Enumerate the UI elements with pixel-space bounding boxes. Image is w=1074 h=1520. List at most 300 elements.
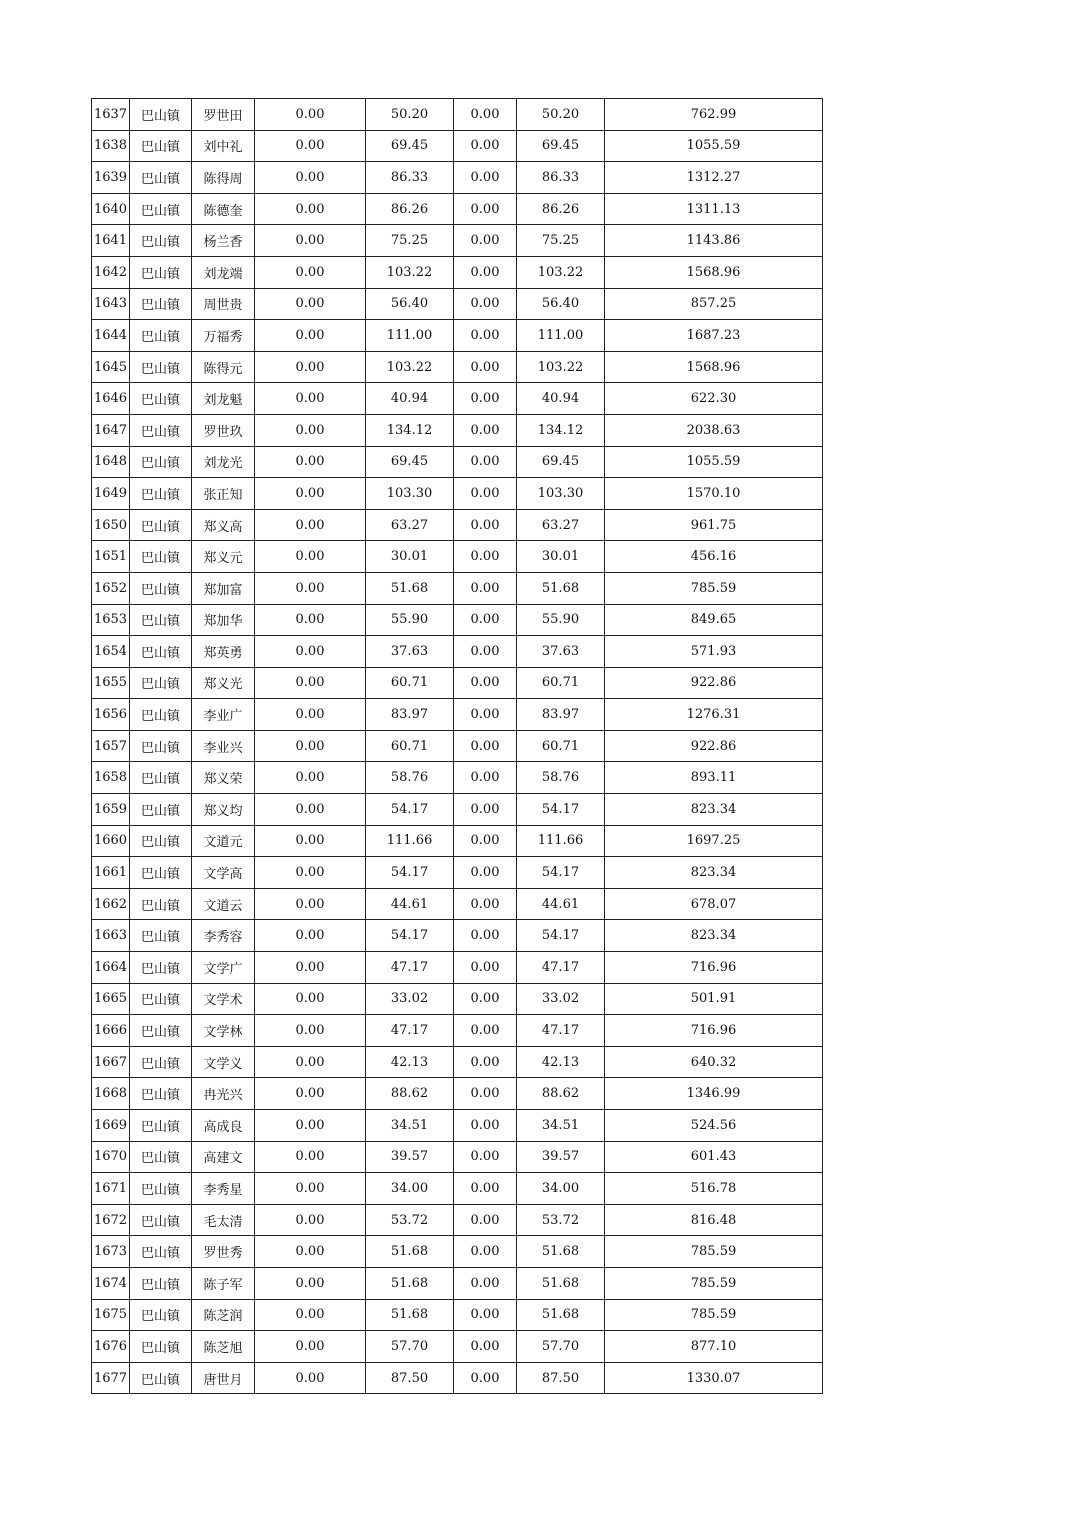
amount-cell: 857.25 [605, 288, 823, 320]
town-cell: 巴山镇 [130, 1141, 192, 1173]
value-d-cell: 134.12 [517, 414, 605, 446]
town-cell: 巴山镇 [130, 667, 192, 699]
amount-cell: 922.86 [605, 667, 823, 699]
amount-cell: 1697.25 [605, 825, 823, 857]
value-b-cell: 103.22 [366, 256, 454, 288]
table-row [92, 1078, 823, 1110]
amount-cell: 922.86 [605, 730, 823, 762]
value-d-cell: 54.17 [517, 794, 605, 826]
table-row [92, 572, 823, 604]
data-table [91, 98, 823, 1394]
value-b-cell: 86.26 [366, 193, 454, 225]
value-a-cell: 0.00 [255, 1236, 366, 1268]
value-a-cell: 0.00 [255, 1141, 366, 1173]
value-d-cell: 86.26 [517, 193, 605, 225]
row-number-cell: 1656 [92, 699, 130, 731]
amount-cell: 1312.27 [605, 162, 823, 194]
name-cell: 郑义光 [192, 667, 255, 699]
town-cell: 巴山镇 [130, 541, 192, 573]
value-c-cell: 0.00 [454, 541, 517, 573]
value-d-cell: 40.94 [517, 383, 605, 415]
value-b-cell: 57.70 [366, 1331, 454, 1363]
table-row [92, 636, 823, 668]
value-b-cell: 51.68 [366, 1267, 454, 1299]
value-d-cell: 44.61 [517, 888, 605, 920]
row-number-cell: 1645 [92, 351, 130, 383]
value-c-cell: 0.00 [454, 1173, 517, 1205]
table-row [92, 414, 823, 446]
value-b-cell: 44.61 [366, 888, 454, 920]
value-c-cell: 0.00 [454, 509, 517, 541]
value-b-cell: 134.12 [366, 414, 454, 446]
amount-cell: 1687.23 [605, 320, 823, 352]
name-cell: 刘龙端 [192, 256, 255, 288]
name-cell: 文学义 [192, 1046, 255, 1078]
table-row [92, 604, 823, 636]
table-row [92, 857, 823, 889]
town-cell: 巴山镇 [130, 636, 192, 668]
value-d-cell: 111.66 [517, 825, 605, 857]
value-b-cell: 111.00 [366, 320, 454, 352]
name-cell: 刘中礼 [192, 130, 255, 162]
row-number-cell: 1668 [92, 1078, 130, 1110]
value-d-cell: 47.17 [517, 952, 605, 984]
value-c-cell: 0.00 [454, 1015, 517, 1047]
value-c-cell: 0.00 [454, 1299, 517, 1331]
table-row [92, 667, 823, 699]
town-cell: 巴山镇 [130, 288, 192, 320]
value-b-cell: 51.68 [366, 1299, 454, 1331]
table-row [92, 288, 823, 320]
amount-cell: 816.48 [605, 1204, 823, 1236]
value-c-cell: 0.00 [454, 99, 517, 131]
row-number-cell: 1653 [92, 604, 130, 636]
value-c-cell: 0.00 [454, 130, 517, 162]
amount-cell: 785.59 [605, 1299, 823, 1331]
row-number-cell: 1647 [92, 414, 130, 446]
town-cell: 巴山镇 [130, 825, 192, 857]
town-cell: 巴山镇 [130, 730, 192, 762]
town-cell: 巴山镇 [130, 130, 192, 162]
town-cell: 巴山镇 [130, 1362, 192, 1394]
table-row [92, 1173, 823, 1205]
value-c-cell: 0.00 [454, 888, 517, 920]
name-cell: 李秀容 [192, 920, 255, 952]
table-row [92, 383, 823, 415]
value-a-cell: 0.00 [255, 1015, 366, 1047]
value-c-cell: 0.00 [454, 604, 517, 636]
table-row [92, 541, 823, 573]
amount-cell: 1570.10 [605, 478, 823, 510]
value-d-cell: 30.01 [517, 541, 605, 573]
value-a-cell: 0.00 [255, 193, 366, 225]
amount-cell: 716.96 [605, 1015, 823, 1047]
table-row [92, 794, 823, 826]
town-cell: 巴山镇 [130, 478, 192, 510]
value-c-cell: 0.00 [454, 1267, 517, 1299]
row-number-cell: 1646 [92, 383, 130, 415]
row-number-cell: 1638 [92, 130, 130, 162]
table-row [92, 193, 823, 225]
value-a-cell: 0.00 [255, 636, 366, 668]
value-c-cell: 0.00 [454, 667, 517, 699]
value-c-cell: 0.00 [454, 636, 517, 668]
value-c-cell: 0.00 [454, 825, 517, 857]
row-number-cell: 1641 [92, 225, 130, 257]
amount-cell: 716.96 [605, 952, 823, 984]
row-number-cell: 1652 [92, 572, 130, 604]
town-cell: 巴山镇 [130, 1236, 192, 1268]
amount-cell: 1143.86 [605, 225, 823, 257]
town-cell: 巴山镇 [130, 320, 192, 352]
town-cell: 巴山镇 [130, 1078, 192, 1110]
value-b-cell: 87.50 [366, 1362, 454, 1394]
value-b-cell: 69.45 [366, 130, 454, 162]
row-number-cell: 1648 [92, 446, 130, 478]
value-b-cell: 42.13 [366, 1046, 454, 1078]
row-number-cell: 1654 [92, 636, 130, 668]
value-a-cell: 0.00 [255, 509, 366, 541]
town-cell: 巴山镇 [130, 414, 192, 446]
amount-cell: 762.99 [605, 99, 823, 131]
value-a-cell: 0.00 [255, 446, 366, 478]
value-d-cell: 47.17 [517, 1015, 605, 1047]
value-b-cell: 88.62 [366, 1078, 454, 1110]
row-number-cell: 1639 [92, 162, 130, 194]
row-number-cell: 1642 [92, 256, 130, 288]
amount-cell: 823.34 [605, 857, 823, 889]
town-cell: 巴山镇 [130, 509, 192, 541]
value-c-cell: 0.00 [454, 1331, 517, 1363]
value-d-cell: 58.76 [517, 762, 605, 794]
value-c-cell: 0.00 [454, 351, 517, 383]
value-d-cell: 103.22 [517, 351, 605, 383]
value-c-cell: 0.00 [454, 699, 517, 731]
value-a-cell: 0.00 [255, 478, 366, 510]
value-a-cell: 0.00 [255, 572, 366, 604]
value-a-cell: 0.00 [255, 162, 366, 194]
row-number-cell: 1655 [92, 667, 130, 699]
amount-cell: 622.30 [605, 383, 823, 415]
value-a-cell: 0.00 [255, 225, 366, 257]
town-cell: 巴山镇 [130, 952, 192, 984]
value-c-cell: 0.00 [454, 920, 517, 952]
amount-cell: 678.07 [605, 888, 823, 920]
town-cell: 巴山镇 [130, 446, 192, 478]
town-cell: 巴山镇 [130, 1204, 192, 1236]
row-number-cell: 1673 [92, 1236, 130, 1268]
value-d-cell: 87.50 [517, 1362, 605, 1394]
table-row [92, 699, 823, 731]
amount-cell: 1346.99 [605, 1078, 823, 1110]
value-d-cell: 103.22 [517, 256, 605, 288]
amount-cell: 1330.07 [605, 1362, 823, 1394]
town-cell: 巴山镇 [130, 1046, 192, 1078]
town-cell: 巴山镇 [130, 193, 192, 225]
table-row [92, 1141, 823, 1173]
amount-cell: 785.59 [605, 1267, 823, 1299]
table-row [92, 730, 823, 762]
name-cell: 罗世秀 [192, 1236, 255, 1268]
name-cell: 毛太清 [192, 1204, 255, 1236]
row-number-cell: 1670 [92, 1141, 130, 1173]
name-cell: 郑英勇 [192, 636, 255, 668]
name-cell: 刘龙魁 [192, 383, 255, 415]
value-d-cell: 54.17 [517, 857, 605, 889]
amount-cell: 456.16 [605, 541, 823, 573]
value-b-cell: 54.17 [366, 920, 454, 952]
amount-cell: 501.91 [605, 983, 823, 1015]
value-c-cell: 0.00 [454, 952, 517, 984]
amount-cell: 849.65 [605, 604, 823, 636]
value-b-cell: 33.02 [366, 983, 454, 1015]
value-d-cell: 57.70 [517, 1331, 605, 1363]
value-b-cell: 86.33 [366, 162, 454, 194]
value-d-cell: 75.25 [517, 225, 605, 257]
row-number-cell: 1663 [92, 920, 130, 952]
value-d-cell: 34.51 [517, 1110, 605, 1142]
value-b-cell: 53.72 [366, 1204, 454, 1236]
name-cell: 杨兰香 [192, 225, 255, 257]
value-a-cell: 0.00 [255, 1362, 366, 1394]
value-a-cell: 0.00 [255, 1110, 366, 1142]
name-cell: 陈芝润 [192, 1299, 255, 1331]
name-cell: 文学广 [192, 952, 255, 984]
town-cell: 巴山镇 [130, 794, 192, 826]
value-b-cell: 51.68 [366, 1236, 454, 1268]
value-a-cell: 0.00 [255, 888, 366, 920]
value-a-cell: 0.00 [255, 1331, 366, 1363]
value-b-cell: 54.17 [366, 857, 454, 889]
amount-cell: 893.11 [605, 762, 823, 794]
value-a-cell: 0.00 [255, 320, 366, 352]
value-b-cell: 30.01 [366, 541, 454, 573]
value-d-cell: 37.63 [517, 636, 605, 668]
value-b-cell: 39.57 [366, 1141, 454, 1173]
value-a-cell: 0.00 [255, 667, 366, 699]
name-cell: 陈得元 [192, 351, 255, 383]
value-c-cell: 0.00 [454, 730, 517, 762]
value-b-cell: 60.71 [366, 730, 454, 762]
row-number-cell: 1667 [92, 1046, 130, 1078]
name-cell: 陈得周 [192, 162, 255, 194]
name-cell: 万福秀 [192, 320, 255, 352]
value-d-cell: 86.33 [517, 162, 605, 194]
value-a-cell: 0.00 [255, 1204, 366, 1236]
amount-cell: 785.59 [605, 572, 823, 604]
table-row [92, 162, 823, 194]
value-a-cell: 0.00 [255, 857, 366, 889]
value-a-cell: 0.00 [255, 99, 366, 131]
name-cell: 文道云 [192, 888, 255, 920]
value-d-cell: 69.45 [517, 446, 605, 478]
value-c-cell: 0.00 [454, 1204, 517, 1236]
value-b-cell: 111.66 [366, 825, 454, 857]
name-cell: 张正知 [192, 478, 255, 510]
value-b-cell: 60.71 [366, 667, 454, 699]
name-cell: 高成良 [192, 1110, 255, 1142]
town-cell: 巴山镇 [130, 351, 192, 383]
table-row [92, 952, 823, 984]
town-cell: 巴山镇 [130, 162, 192, 194]
row-number-cell: 1671 [92, 1173, 130, 1205]
value-a-cell: 0.00 [255, 541, 366, 573]
row-number-cell: 1637 [92, 99, 130, 131]
amount-cell: 1311.13 [605, 193, 823, 225]
town-cell: 巴山镇 [130, 604, 192, 636]
value-a-cell: 0.00 [255, 1046, 366, 1078]
value-b-cell: 47.17 [366, 952, 454, 984]
town-cell: 巴山镇 [130, 383, 192, 415]
value-d-cell: 51.68 [517, 1299, 605, 1331]
name-cell: 郑义荣 [192, 762, 255, 794]
table-row [92, 1204, 823, 1236]
name-cell: 刘龙光 [192, 446, 255, 478]
value-a-cell: 0.00 [255, 383, 366, 415]
town-cell: 巴山镇 [130, 888, 192, 920]
value-c-cell: 0.00 [454, 794, 517, 826]
row-number-cell: 1658 [92, 762, 130, 794]
value-a-cell: 0.00 [255, 920, 366, 952]
value-d-cell: 54.17 [517, 920, 605, 952]
value-c-cell: 0.00 [454, 414, 517, 446]
value-c-cell: 0.00 [454, 256, 517, 288]
row-number-cell: 1674 [92, 1267, 130, 1299]
town-cell: 巴山镇 [130, 1015, 192, 1047]
town-cell: 巴山镇 [130, 225, 192, 257]
value-c-cell: 0.00 [454, 225, 517, 257]
value-c-cell: 0.00 [454, 1110, 517, 1142]
town-cell: 巴山镇 [130, 1299, 192, 1331]
value-c-cell: 0.00 [454, 1362, 517, 1394]
name-cell: 郑义元 [192, 541, 255, 573]
value-a-cell: 0.00 [255, 288, 366, 320]
name-cell: 李业广 [192, 699, 255, 731]
value-b-cell: 40.94 [366, 383, 454, 415]
value-b-cell: 34.51 [366, 1110, 454, 1142]
row-number-cell: 1677 [92, 1362, 130, 1394]
amount-cell: 1276.31 [605, 699, 823, 731]
value-c-cell: 0.00 [454, 478, 517, 510]
town-cell: 巴山镇 [130, 1110, 192, 1142]
table-row [92, 99, 823, 131]
value-d-cell: 69.45 [517, 130, 605, 162]
value-b-cell: 34.00 [366, 1173, 454, 1205]
name-cell: 冉光兴 [192, 1078, 255, 1110]
table-row [92, 983, 823, 1015]
value-c-cell: 0.00 [454, 446, 517, 478]
town-cell: 巴山镇 [130, 699, 192, 731]
name-cell: 唐世月 [192, 1362, 255, 1394]
value-d-cell: 63.27 [517, 509, 605, 541]
value-a-cell: 0.00 [255, 256, 366, 288]
name-cell: 高建文 [192, 1141, 255, 1173]
value-a-cell: 0.00 [255, 1173, 366, 1205]
amount-cell: 524.56 [605, 1110, 823, 1142]
value-b-cell: 63.27 [366, 509, 454, 541]
value-d-cell: 50.20 [517, 99, 605, 131]
value-d-cell: 33.02 [517, 983, 605, 1015]
table-row [92, 888, 823, 920]
value-b-cell: 58.76 [366, 762, 454, 794]
value-c-cell: 0.00 [454, 857, 517, 889]
name-cell: 郑义高 [192, 509, 255, 541]
value-a-cell: 0.00 [255, 1078, 366, 1110]
row-number-cell: 1662 [92, 888, 130, 920]
row-number-cell: 1659 [92, 794, 130, 826]
row-number-cell: 1665 [92, 983, 130, 1015]
value-c-cell: 0.00 [454, 983, 517, 1015]
value-a-cell: 0.00 [255, 794, 366, 826]
value-a-cell: 0.00 [255, 604, 366, 636]
row-number-cell: 1643 [92, 288, 130, 320]
town-cell: 巴山镇 [130, 857, 192, 889]
name-cell: 郑加富 [192, 572, 255, 604]
value-b-cell: 47.17 [366, 1015, 454, 1047]
value-a-cell: 0.00 [255, 351, 366, 383]
town-cell: 巴山镇 [130, 572, 192, 604]
value-d-cell: 56.40 [517, 288, 605, 320]
row-number-cell: 1661 [92, 857, 130, 889]
town-cell: 巴山镇 [130, 99, 192, 131]
amount-cell: 961.75 [605, 509, 823, 541]
name-cell: 李秀星 [192, 1173, 255, 1205]
value-a-cell: 0.00 [255, 414, 366, 446]
amount-cell: 571.93 [605, 636, 823, 668]
table-row [92, 478, 823, 510]
value-d-cell: 39.57 [517, 1141, 605, 1173]
value-c-cell: 0.00 [454, 572, 517, 604]
value-a-cell: 0.00 [255, 762, 366, 794]
name-cell: 周世贵 [192, 288, 255, 320]
table-row [92, 825, 823, 857]
row-number-cell: 1669 [92, 1110, 130, 1142]
row-number-cell: 1675 [92, 1299, 130, 1331]
row-number-cell: 1644 [92, 320, 130, 352]
amount-cell: 877.10 [605, 1331, 823, 1363]
amount-cell: 785.59 [605, 1236, 823, 1268]
name-cell: 文道元 [192, 825, 255, 857]
value-d-cell: 88.62 [517, 1078, 605, 1110]
value-b-cell: 37.63 [366, 636, 454, 668]
value-c-cell: 0.00 [454, 1078, 517, 1110]
amount-cell: 823.34 [605, 920, 823, 952]
amount-cell: 823.34 [605, 794, 823, 826]
table-row [92, 762, 823, 794]
value-d-cell: 42.13 [517, 1046, 605, 1078]
value-b-cell: 69.45 [366, 446, 454, 478]
value-d-cell: 51.68 [517, 1267, 605, 1299]
value-a-cell: 0.00 [255, 130, 366, 162]
table-body [92, 99, 823, 1394]
table-row [92, 1331, 823, 1363]
table-row [92, 225, 823, 257]
amount-cell: 2038.63 [605, 414, 823, 446]
value-a-cell: 0.00 [255, 983, 366, 1015]
value-d-cell: 111.00 [517, 320, 605, 352]
value-a-cell: 0.00 [255, 825, 366, 857]
value-d-cell: 60.71 [517, 730, 605, 762]
row-number-cell: 1660 [92, 825, 130, 857]
value-b-cell: 55.90 [366, 604, 454, 636]
value-b-cell: 103.30 [366, 478, 454, 510]
table-row [92, 1110, 823, 1142]
table-row [92, 920, 823, 952]
name-cell: 李业兴 [192, 730, 255, 762]
name-cell: 郑义均 [192, 794, 255, 826]
value-d-cell: 60.71 [517, 667, 605, 699]
value-b-cell: 103.22 [366, 351, 454, 383]
